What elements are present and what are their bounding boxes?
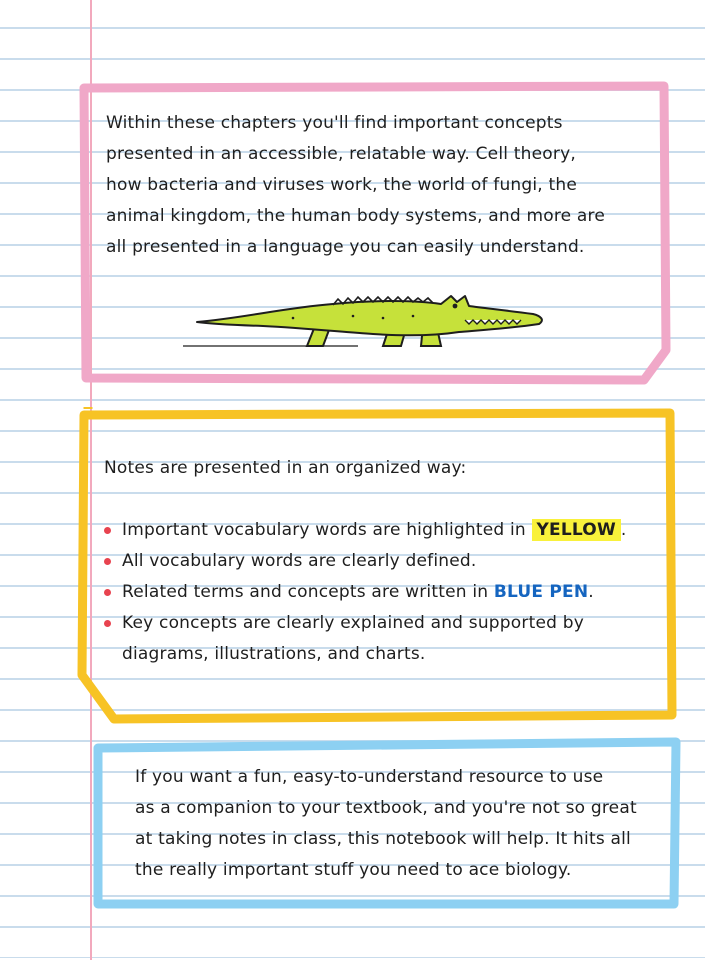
list-item — [104, 577, 627, 608]
closing-line: If you want a fun, easy-to-understand resource to use — [135, 767, 604, 787]
intro-line: Within these chapters you'll find important concepts — [106, 113, 563, 133]
list-item — [104, 515, 627, 546]
bullet-text: . — [620, 520, 627, 540]
bullet-text: Important vocabulary words are highlighted in — [122, 520, 532, 540]
bullet-text: . — [588, 582, 594, 602]
bullet-text: Related terms and concepts are written in — [122, 582, 494, 602]
intro-line: presented in an accessible, relatable way. Cell theory, — [106, 144, 576, 164]
closing-line: as a companion to your textbook, and you're not so great — [135, 798, 637, 818]
crocodile-icon — [183, 288, 553, 356]
bullet-text: Key concepts are clearly explained and supported by — [122, 613, 584, 633]
closing-box — [92, 738, 682, 910]
notes-box — [76, 403, 676, 723]
bullet-text: diagrams, illustrations, and charts. — [122, 644, 426, 664]
closing-line: the really important stuff you need to ace biology. — [135, 860, 572, 880]
intro-line: how bacteria and viruses work, the world of fungi, the — [106, 175, 578, 195]
notes-content — [104, 453, 627, 670]
intro-paragraph — [106, 108, 605, 263]
bullet-text: All vocabulary words are clearly defined. — [122, 551, 477, 571]
list-item — [104, 608, 627, 670]
notes-list — [104, 515, 627, 670]
yellow-highlight: YELLOW — [532, 519, 621, 541]
intro-line: animal kingdom, the human body systems, and more are — [106, 206, 606, 226]
closing-paragraph — [135, 762, 637, 886]
blue-pen-text: BLUE PEN — [493, 582, 589, 602]
notes-heading: Notes are presented in an organized way: — [104, 458, 467, 478]
intro-line: all presented in a language you can easily understand. — [106, 237, 585, 257]
list-item — [104, 546, 627, 577]
closing-line: at taking notes in class, this notebook will help. It hits all — [135, 829, 631, 849]
